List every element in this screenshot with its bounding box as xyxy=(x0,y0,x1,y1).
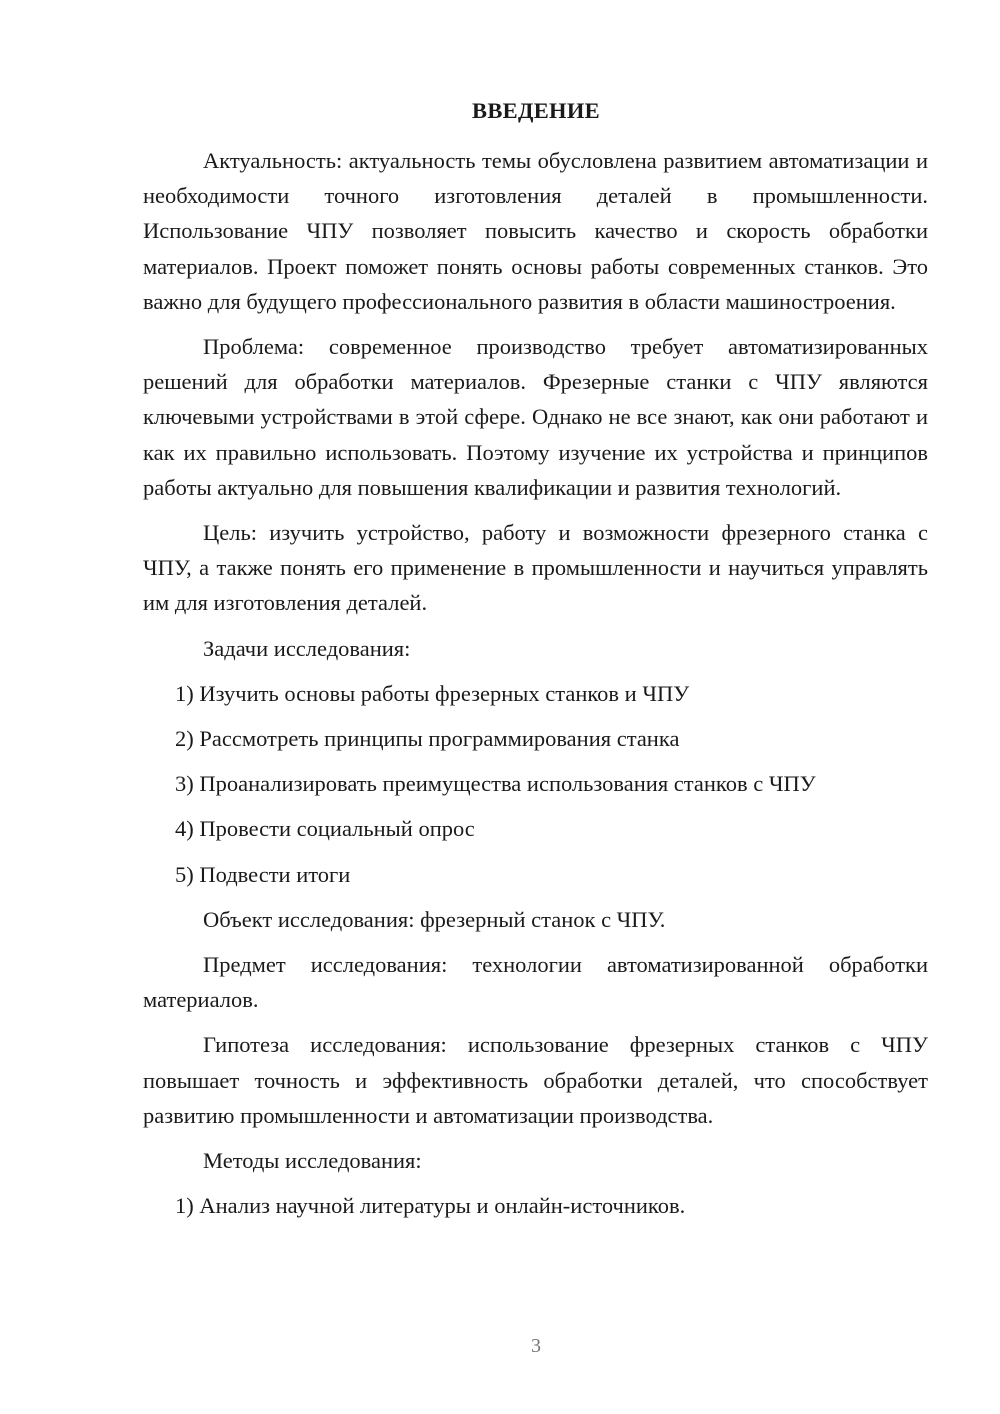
methods-list xyxy=(143,1188,928,1223)
list-item: 3) Проанализировать преимущества использования станков с ЧПУ xyxy=(175,771,816,797)
list-item: 1) Изучить основы работы фрезерных станков и ЧПУ xyxy=(175,680,690,706)
paragraph-object: Объект исследования: фрезерный станок с ЧПУ. xyxy=(203,906,666,932)
list-item: 2) Рассмотреть принципы программирования станка xyxy=(175,726,680,752)
page-number: 3 xyxy=(531,1335,541,1357)
page-title: ВВЕДЕНИЕ xyxy=(472,98,600,123)
list-item: 1) Анализ научной литературы и онлайн-источников. xyxy=(175,1193,686,1219)
paragraph-hypothesis: Гипотеза исследования: использование фрезерных станков с ЧПУ повышает точность и эффективность обработки деталей, что способствует развитию промышленности и автоматизации производства. xyxy=(143,1032,928,1128)
list-item: 4) Провести социальный опрос xyxy=(175,816,475,842)
methods-label: Методы исследования: xyxy=(203,1148,422,1174)
paragraph-relevance: Актуальность: актуальность темы обусловлена развитием автоматизации и необходимости точного изготовления деталей в промышленности. Использование ЧПУ позволяет повысить качество и скорость обработки материалов. Проект поможет понять основы работы современных станков. Это важно для будущего профессионального развития в области машиностроения. xyxy=(143,148,928,314)
paragraph-problem: Проблема: современное производство требует автоматизированных решений для обработки материалов. Фрезерные станки с ЧПУ являются ключевыми устройствами в этой сфере. Однако не все знают, как они работают и как их правильно использовать. Поэтому изучение их устройства и принципов работы актуально для повышения квалификации и развития технологий. xyxy=(143,334,928,500)
paragraph-goal: Цель: изучить устройство, работу и возможности фрезерного станка с ЧПУ, а также понять его применение в промышленности и научиться управлять им для изготовления деталей. xyxy=(143,520,928,616)
paragraph-subject: Предмет исследования: технологии автоматизированной обработки материалов. xyxy=(143,952,928,1013)
document-body xyxy=(143,143,928,1233)
tasks-list xyxy=(143,676,928,892)
tasks-label: Задачи исследования: xyxy=(203,635,411,661)
list-item: 5) Подвести итоги xyxy=(175,861,351,887)
